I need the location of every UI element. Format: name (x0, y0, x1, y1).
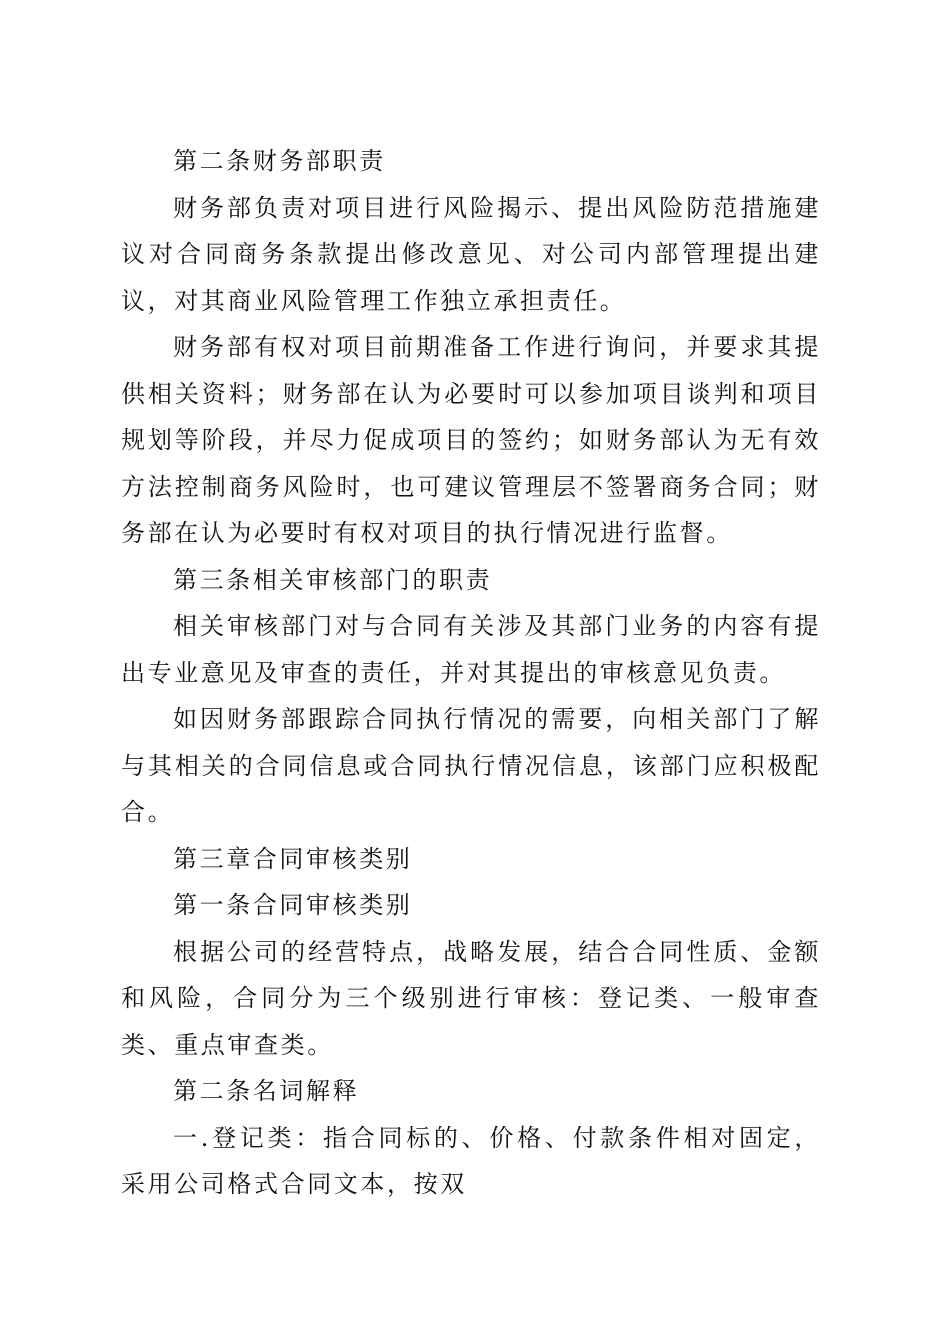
document-body (121, 138, 821, 1208)
paragraph-finance-responsibility: 财务部负责对项目进行风险揭示、提出风险防范措施建议对合同商务条款提出修改意见、对公司内部管理提出建议，对其商业风险管理工作独立承担责任。 (121, 193, 821, 315)
paragraph-review-levels: 根据公司的经营特点，战略发展，结合合同性质、金额和风险，合同分为三个级别进行审核：登记类、一般审查类、重点审查类。 (121, 937, 821, 1059)
paragraph-finance-rights: 财务部有权对项目前期准备工作进行询问，并要求其提供相关资料；财务部在认为必要时可以参加项目谈判和项目规划等阶段，并尽力促成项目的签约；如财务部认为无有效方法控制商务风险时，也可建议管理层不签署商务合同；财务部在认为必要时有权对项目的执行情况进行监督。 (121, 333, 821, 547)
section-heading-contract-review-categories: 第一条合同审核类别 (173, 891, 413, 919)
section-heading-review-department-duties: 第三条相关审核部门的职责 (173, 565, 493, 594)
paragraph-cooperation: 如因财务部跟踪合同执行情况的需要，向相关部门了解与其相关的合同信息或合同执行情况信息，该部门应积极配合。 (121, 705, 821, 826)
section-heading-finance-duties: 第二条财务部职责 (173, 147, 386, 175)
section-heading-term-definitions: 第二条名词解释 (173, 1077, 360, 1105)
paragraph-registration-category: 一.登记类：指合同标的、价格、付款条件相对固定，采用公司格式合同文本，按双 (121, 1123, 821, 1198)
chapter-heading-contract-review-categories: 第三章合同审核类别 (173, 844, 413, 873)
paragraph-review-department-responsibility: 相关审核部门对与合同有关涉及其部门业务的内容有提出专业意见及审查的责任，并对其提出的审核意见负责。 (121, 612, 821, 687)
